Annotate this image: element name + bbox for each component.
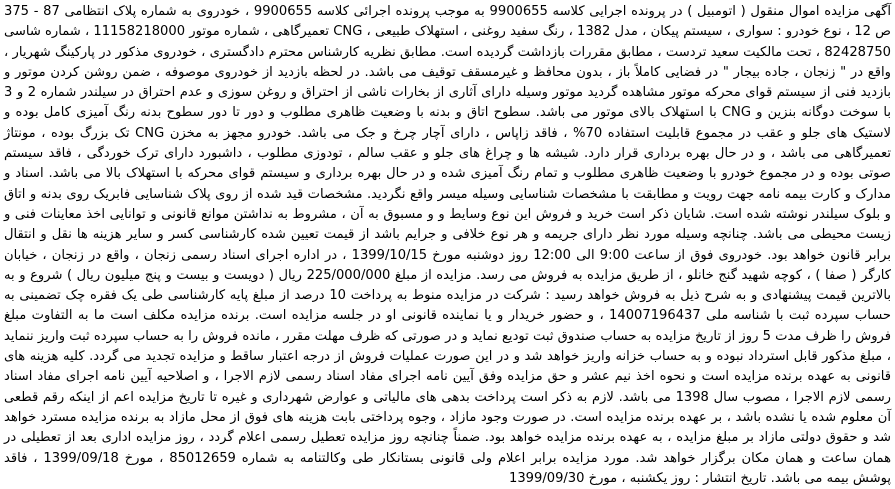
notice-text: آگهی مزایده اموال منقول ( اتومبیل ) در پرونده اجرایی کلاسه 9900655 به موجب پرونده اجرائی کلاسه 9900655 ، خودروی به شماره پلاک انتظامی 87 - 375 ص 12 ، نوع خودرو : سواری ، سیستم پیکان ، مدل 1382 ، رنگ سفید روغنی ، استهلاک طبیعی ، CNG تعمیرگاهی ، شماره موتور 11158218000 ، شماره شاسی 82428750 ، تحت مالکیت سعید تردست ، مطابق مقررات بازداشت گردیده است. مطابق نظریه کارشناس محترم دادگستری ، خودروی مذکور در پارکینگ شهریار ، واقع در " زنجان ، جاده بیجار " در فضایی کاملاً باز ، بدون محافظ و غیرمسقف توقیف می باشد. در لحظه بازدید از خودروی موصوفه ، ضمن روشن کردن موتور و بازدید فنی از سیستم قوای محرکه موتور مشاهده گردید موتور وسیله دارای آثاری از بخارات ناشی از احتراق و روغن سوزی و عدم احتراق در سیلندر شماره 2 و 3 با سوخت دوگانه بنزین و CNG با استهلاک بالای موتور می باشد. سطوح اتاق و بدنه با وضعیت ظاهری مطلوب و دور تا دور سطوح بدنه رنگ آمیزی کامل بوده و لاستیک های جلو و عقب در مجموع قابلیت استفاده 70% ، فاقد زاپاس ، دارای آچار چرخ و جک می باشد. خودرو مجهز به مخزن CNG تک بزرگ بوده ، مونتاژ تعمیرگاهی می باشد ، و در حال بهره برداری قرار دارد. شیشه ها و چراغ های جلو و عقب سالم ، تودوزی مطلوب ، داشبورد دارای ترک خوردگی ، فاقد سیستم صوتی بوده و در مجموع خودرو با وضعیت ظاهری مطلوب و تمام رنگ آمیزی شده و در حال بهره برداری و سیستم قوای محرکه با استهلاک بالا می باشد. اسناد و مدارک و کارت بیمه نامه جهت رویت و مطابقت با مشخصات شناسایی وسیله میسر واقع نگردید. مشخصات قید شده از روی پلاک شناسایی فابریک روی بدنه و اتاق و بلوک سیلندر نوشته شده است. شایان ذکر است خرید و فروش این نوع وسایط و و مسبوق به آن ، مشروط به نداشتن موانع قانونی و توانایی اخذ معاینات فنی و زیست محیطی می باشد. چنانچه وسیله مورد نظر دارای جریمه و هر نوع خلافی و جرایم باشد از قیمت تعیین شده کارشناسی کسر و سایر هزینه ها نقل و انتقال برابر قانون خواهد بود. خودروی فوق از ساعت 9:00 الی 12:00 روز دوشنبه مورخ 1399/10/15 ، در اداره اجرای اسناد رسمی زنجان ، واقع در زنجان ، خیابان کارگر ( صفا ) ، کوچه شهید گنج خانلو ، از طریق مزایده به فروش می رسد. مزایده از مبلغ 225/000/000 ریال ( دویست و بیست و پنج میلیون ریال ) شروع و به بالاترین قیمت پیشنهادی و به شرح ذیل به فروش خواهد رسید : شرکت در مزایده منوط به پرداخت 10 درصد از مبلغ پایه کارشناسی طی یک فقره چک تضمینی به حساب سپرده ثبت با شناسه ملی 14007196437 ، و حضور خریدار و یا نماینده قانونی او در جلسه مزایده است. برنده مزایده مکلف است ما به التفاوت مبلغ فروش را ظرف مدت 5 روز از تاریخ مزایده به حساب صندوق ثبت تودیع نماید و در صورتی که ظرف مهلت مقرر ، مانده فروش را به حساب سپرده ثبت واریز ننماید ، مبلغ مذکور قابل استرداد نبوده و به حساب خزانه واریز خواهد شد و در این صورت عملیات فروش از درجه اعتبار ساقط و مزایده تجدید می گردد. کلیه هزینه های قانونی به عهده برنده مزایده است و نحوه اخذ نیم عشر و حق مزایده وفق آیین نامه اجرای مفاد اسناد رسمی لازم الاجرا ، و اصلاحیه آیین نامه اجرای مفاد اسناد رسمی لازم الاجرا ، مصوب سال 1398 می باشد. لازم به ذکر است پرداخت بدهی های مالیاتی و عوارض شهرداری و غیره تا تاریخ مزایده اعم از اینکه رقم قطعی آن معلوم شده یا نشده باشد ، بر عهده برنده مزایده است. در صورت وجود مازاد ، وجوه پرداختی بابت هزینه های فوق از محل مازاد به برنده مزایده مسترد خواهد شد و حقوق دولتی مازاد بر مبلغ مزایده ، به عهده برنده مزایده خواهد بود. ضمناً چنانچه روز مزایده تعطیل رسمی اعلام گردد ، روز مزایده اداری بعد از تعطیلی در همان ساعت و همان مکان برگزار خواهد شد. مورد مزایده برابر اعلام ولی قانونی بستانکار طی وکالتنامه به شماره 85012659 ، مورخ 1399/09/18 ، فاقد پوشش بیمه می باشد. تاریخ انتشار : روز یکشنبه ، مورخ 1399/09/30 bbox=[4, 4, 892, 486]
